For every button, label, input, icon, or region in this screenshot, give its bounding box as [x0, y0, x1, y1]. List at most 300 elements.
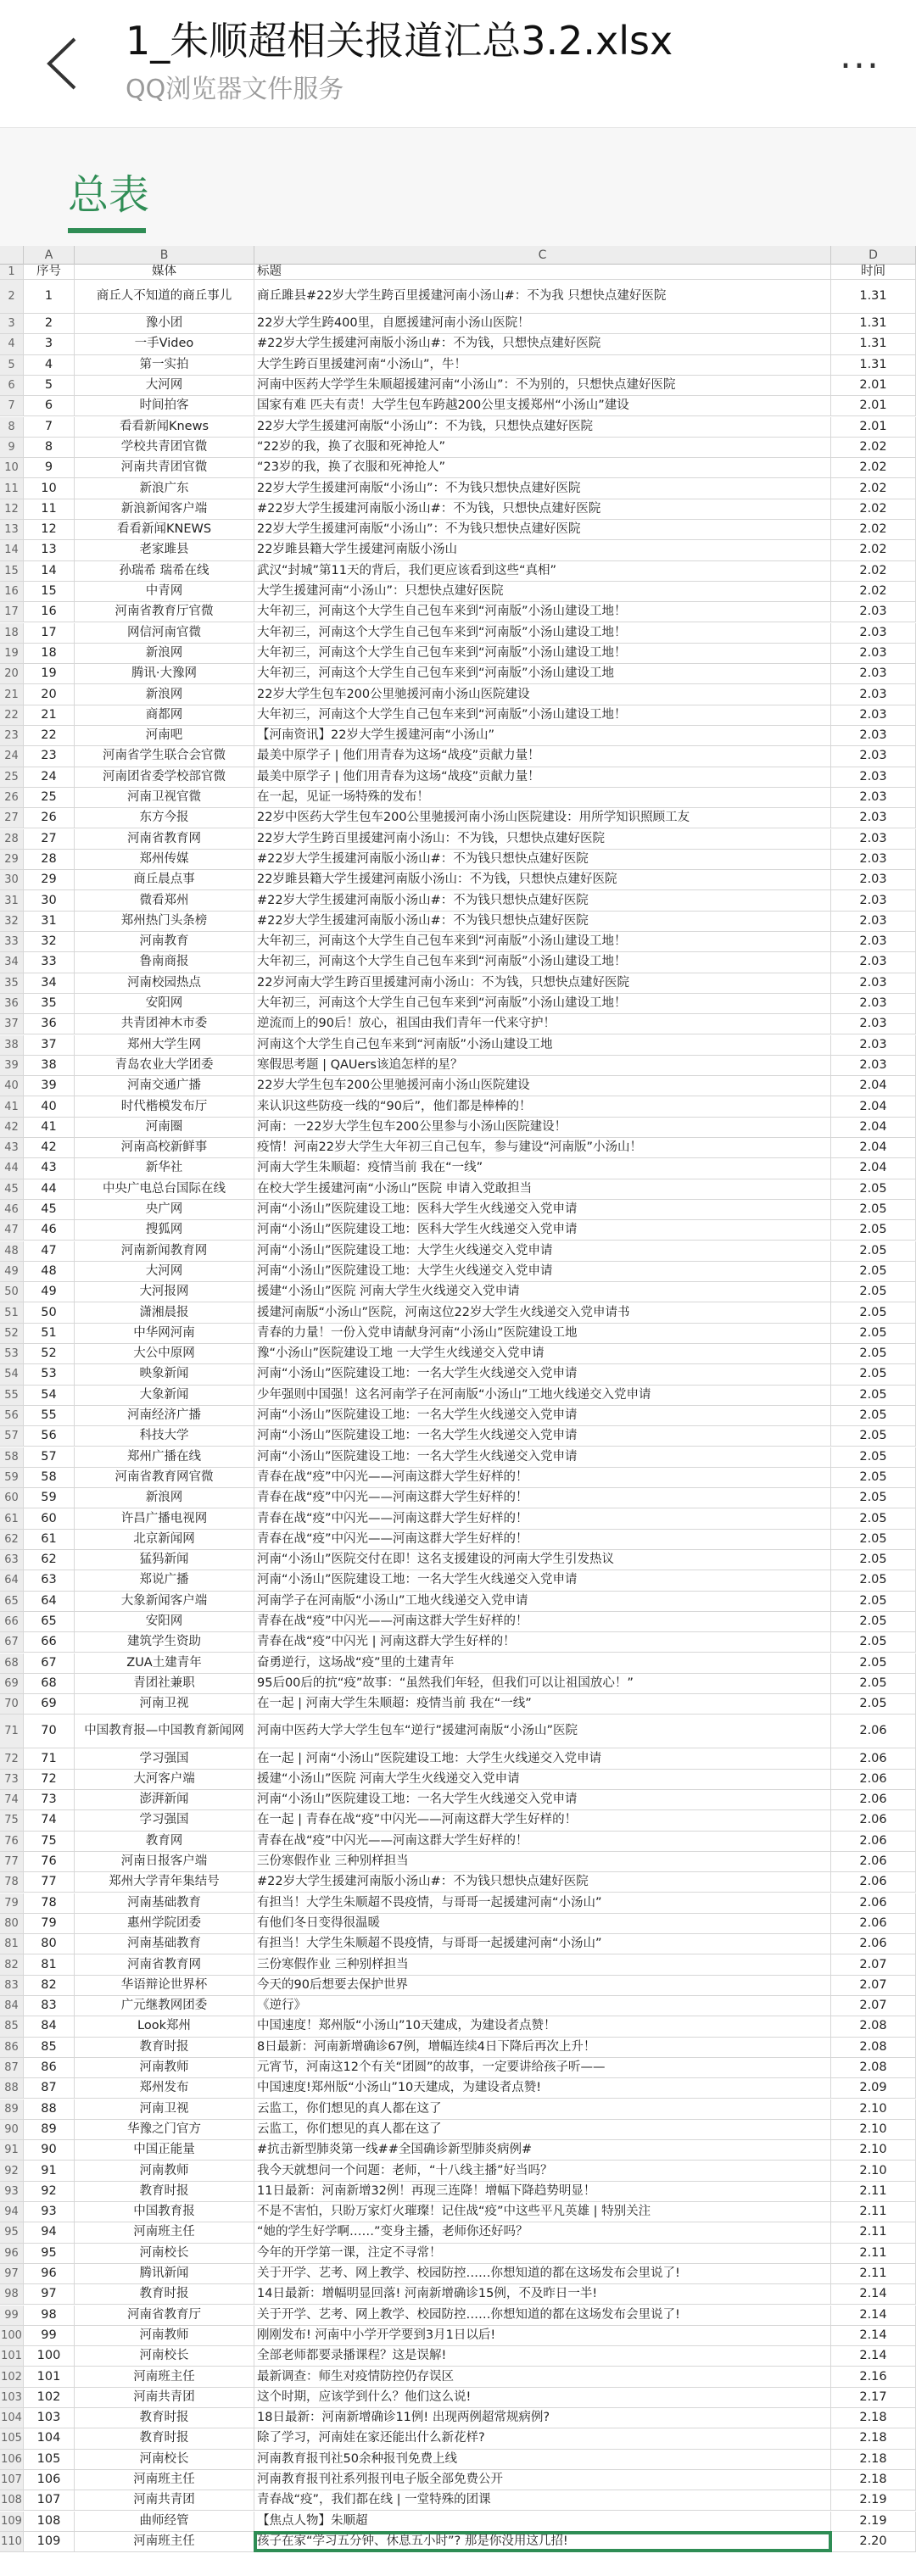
- cell-media[interactable]: 曲师经管: [75, 2512, 254, 2531]
- row-number[interactable]: 94: [0, 2202, 24, 2222]
- cell-time[interactable]: 2.05: [831, 1241, 916, 1261]
- cell-media[interactable]: 老家雎县: [75, 540, 254, 560]
- cell-time[interactable]: 2.11: [831, 2202, 916, 2222]
- row-number[interactable]: 56: [0, 1406, 24, 1425]
- cell-title[interactable]: 河南“小汤山”医院建设工地：一名大学生火线递交入党申请: [254, 1364, 831, 1384]
- cell-title[interactable]: 22岁雎县籍大学生援建河南版小汤山：不为钱，只想快点建好医院: [254, 870, 831, 889]
- cell-title[interactable]: 河南这个大学生自己包车来到“河南版”小汤山建设工地: [254, 1035, 831, 1055]
- cell-media[interactable]: 大河客户端: [75, 1770, 254, 1789]
- cell-num[interactable]: 91: [24, 2161, 75, 2180]
- row-number[interactable]: 20: [0, 664, 24, 683]
- cell-time[interactable]: 2.03: [831, 664, 916, 683]
- cell-time[interactable]: 2.03: [831, 952, 916, 972]
- cell-media[interactable]: 河南共青团: [75, 2388, 254, 2407]
- cell-title[interactable]: 青春在战“疫”中闪光——河南这群大学生好样的！: [254, 1832, 831, 1851]
- cell-time[interactable]: 2.03: [831, 726, 916, 745]
- cell-time[interactable]: 2.10: [831, 2120, 916, 2139]
- row-number[interactable]: 21: [0, 684, 24, 704]
- cell-media[interactable]: 看看新闻KNEWS: [75, 520, 254, 539]
- cell-media[interactable]: 中青网: [75, 582, 254, 601]
- row-number[interactable]: 31: [0, 890, 24, 910]
- row-number[interactable]: 41: [0, 1096, 24, 1116]
- cell-num[interactable]: 73: [24, 1790, 75, 1809]
- cell-media[interactable]: 华豫之门官方: [75, 2120, 254, 2139]
- cell-title[interactable]: 除了学习，河南娃在家还能出什么新花样?: [254, 2428, 831, 2448]
- cell-title[interactable]: 三份寒假作业 三种别样担当: [254, 1852, 831, 1871]
- cell-num[interactable]: 102: [24, 2388, 75, 2407]
- cell-time[interactable]: 2.05: [831, 1324, 916, 1343]
- cell-media[interactable]: 共青团神木市委: [75, 1014, 254, 1034]
- row-number[interactable]: 33: [0, 932, 24, 951]
- cell-title[interactable]: 刚刚发布! 河南中小学开学要到3月1日以后!: [254, 2326, 831, 2345]
- cell-num[interactable]: 69: [24, 1694, 75, 1714]
- cell-time[interactable]: 2.16: [831, 2367, 916, 2386]
- cell-title[interactable]: #22岁大学生援建河南版小汤山#：不为钱只想快点建好医院: [254, 850, 831, 869]
- row-number[interactable]: 43: [0, 1138, 24, 1157]
- cell-num[interactable]: 29: [24, 870, 75, 889]
- row-number[interactable]: 87: [0, 2058, 24, 2077]
- cell-time[interactable]: 2.11: [831, 2222, 916, 2242]
- cell-title[interactable]: 大年初三，河南这个大学生自己包车来到“河南版”小汤山建设工地！: [254, 705, 831, 725]
- cell-title[interactable]: 青春在战“疫”中闪光——河南这群大学生好样的！: [254, 1530, 831, 1549]
- cell-title[interactable]: #抗击新型肺炎第一线##全国确诊新型肺炎病例#: [254, 2140, 831, 2160]
- cell-media[interactable]: 河南班主任: [75, 2532, 254, 2551]
- row-number[interactable]: 35: [0, 973, 24, 993]
- cell-media[interactable]: 郑州广播在线: [75, 1447, 254, 1467]
- cell-num[interactable]: 12: [24, 520, 75, 539]
- cell-media[interactable]: 新浪新闻客户端: [75, 499, 254, 519]
- cell-media[interactable]: 腾讯新闻: [75, 2264, 254, 2283]
- cell-media[interactable]: 中国教育报: [75, 2202, 254, 2222]
- cell-media[interactable]: 北京新闻网: [75, 1530, 254, 1549]
- row-number[interactable]: 23: [0, 726, 24, 745]
- row-number[interactable]: 77: [0, 1852, 24, 1871]
- cell-media[interactable]: 搜狐网: [75, 1220, 254, 1240]
- cell-time[interactable]: 2.01: [831, 376, 916, 395]
- cell-title[interactable]: #22岁大学生援建河南版小汤山#：不为钱，只想快点建好医院: [254, 334, 831, 354]
- cell-title[interactable]: 不是不害怕，只盼万家灯火璀璨！记住战“疫”中这些平凡英雄 | 特别关注: [254, 2202, 831, 2222]
- cell-title[interactable]: 22岁雎县籍大学生援建河南版小汤山: [254, 540, 831, 560]
- cell-media[interactable]: 映象新闻: [75, 1364, 254, 1384]
- row-number[interactable]: 76: [0, 1832, 24, 1851]
- cell-num[interactable]: 60: [24, 1508, 75, 1528]
- cell-media[interactable]: 河南团省委学校部官微: [75, 767, 254, 787]
- cell-num[interactable]: 78: [24, 1893, 75, 1913]
- row-number[interactable]: 83: [0, 1976, 24, 1995]
- cell-title[interactable]: 11日最新：河南新增32例！再现三连降！增幅下降趋势明显！: [254, 2182, 831, 2201]
- cell-time[interactable]: 2.02: [831, 499, 916, 519]
- cell-media[interactable]: [75, 280, 254, 313]
- row-number[interactable]: 11: [0, 478, 24, 498]
- cell-media[interactable]: 时间拍客: [75, 396, 254, 415]
- cell-title[interactable]: 青春在战“疫”中闪光 | 河南这群大学生好样的！: [254, 1632, 831, 1652]
- cell-media[interactable]: 河南教师: [75, 2058, 254, 2077]
- cell-time[interactable]: 2.05: [831, 1674, 916, 1693]
- row-number[interactable]: 4: [0, 334, 24, 354]
- cell-num[interactable]: 33: [24, 952, 75, 972]
- row-number[interactable]: 73: [0, 1770, 24, 1789]
- row-number[interactable]: 9: [0, 438, 24, 457]
- cell-title[interactable]: 这个时期，应该学到什么？他们这么说!: [254, 2388, 831, 2407]
- cell-media[interactable]: 河南共青团: [75, 2490, 254, 2510]
- cell-media[interactable]: 河南校园热点: [75, 973, 254, 993]
- row-number[interactable]: 64: [0, 1570, 24, 1590]
- cell-media[interactable]: 大河报网: [75, 1282, 254, 1302]
- row-number[interactable]: 27: [0, 808, 24, 828]
- back-button[interactable]: [41, 34, 83, 93]
- row-number[interactable]: 75: [0, 1810, 24, 1830]
- cell-media[interactable]: 新浪网: [75, 644, 254, 663]
- cell-title[interactable]: 14日最新：增幅明显回落! 河南新增确诊15例，不及昨日一半!: [254, 2284, 831, 2304]
- row-number[interactable]: 105: [0, 2428, 24, 2448]
- cell-title[interactable]: 22岁大学生包车200公里驰援河南小汤山医院建设: [254, 684, 831, 704]
- cell-time[interactable]: 2.19: [831, 2512, 916, 2531]
- cell-num[interactable]: 22: [24, 726, 75, 745]
- cell-time[interactable]: 2.06: [831, 1770, 916, 1789]
- cell-time[interactable]: 2.05: [831, 1632, 916, 1652]
- cell-media[interactable]: 微看郑州: [75, 890, 254, 910]
- row-number[interactable]: 40: [0, 1076, 24, 1096]
- row-number[interactable]: 38: [0, 1035, 24, 1055]
- cell-num[interactable]: 94: [24, 2222, 75, 2242]
- cell-time[interactable]: 2.03: [831, 850, 916, 869]
- row-number[interactable]: 61: [0, 1508, 24, 1528]
- cell-time[interactable]: 2.05: [831, 1386, 916, 1405]
- row-number[interactable]: 102: [0, 2367, 24, 2386]
- cell-num[interactable]: 103: [24, 2408, 75, 2428]
- cell-title[interactable]: 云监工，你们想见的真人都在这了: [254, 2099, 831, 2119]
- cell-num[interactable]: 58: [24, 1468, 75, 1487]
- row-number[interactable]: 24: [0, 746, 24, 766]
- cell-num[interactable]: 26: [24, 808, 75, 828]
- cell-num[interactable]: 85: [24, 2038, 75, 2057]
- cell-title[interactable]: 青春在战“疫”中闪光——河南这群大学生好样的！: [254, 1508, 831, 1528]
- cell-time[interactable]: 2.05: [831, 1406, 916, 1425]
- cell-time[interactable]: 2.06: [831, 1810, 916, 1830]
- row-number[interactable]: 78: [0, 1872, 24, 1892]
- row-number[interactable]: 15: [0, 561, 24, 581]
- cell-media[interactable]: 郑州传媒: [75, 850, 254, 869]
- cell-num[interactable]: 109: [24, 2532, 75, 2551]
- cell-num[interactable]: 3: [24, 334, 75, 354]
- cell-title[interactable]: 【河南资讯】22岁大学生援建河南“小汤山”: [254, 726, 831, 745]
- row-number[interactable]: 36: [0, 994, 24, 1013]
- cell-title[interactable]: 援建“小汤山”医院 河南大学生火线递交入党申请: [254, 1770, 831, 1789]
- cell-time[interactable]: 2.17: [831, 2388, 916, 2407]
- cell-title[interactable]: 河南“小汤山”医院建设工地：大学生火线递交入党申请: [254, 1241, 831, 1261]
- cell-time[interactable]: 2.10: [831, 2099, 916, 2119]
- cell-title[interactable]: “她的学生好学啊……”变身主播，老师你还好吗？: [254, 2222, 831, 2242]
- cell-time[interactable]: 2.03: [831, 705, 916, 725]
- cell-title[interactable]: 在一起，见证一场特殊的发布！: [254, 788, 831, 807]
- cell-time[interactable]: 2.05: [831, 1262, 916, 1281]
- cell-num[interactable]: 108: [24, 2512, 75, 2531]
- cell-media[interactable]: 豫小团: [75, 314, 254, 333]
- cell-media[interactable]: 河南圈: [75, 1118, 254, 1137]
- cell-time[interactable]: 2.03: [831, 623, 916, 643]
- row-number[interactable]: 81: [0, 1934, 24, 1954]
- cell-title[interactable]: 大年初三，河南这个大学生自己包车来到“河南版”小汤山建设工地: [254, 664, 831, 683]
- row-number[interactable]: 96: [0, 2244, 24, 2263]
- cell-title[interactable]: 大年初三，河南这个大学生自己包车来到“河南版”小汤山建设工地！: [254, 602, 831, 622]
- cell-title[interactable]: 在校大学生援建河南“小汤山”医院 申请入党敢担当: [254, 1179, 831, 1199]
- row-number[interactable]: 106: [0, 2450, 24, 2469]
- cell-time[interactable]: 2.03: [831, 973, 916, 993]
- cell-media[interactable]: 潇湘晨报: [75, 1302, 254, 1322]
- cell-media[interactable]: 河南共青团官微: [75, 458, 254, 477]
- cell-title[interactable]: 青春在战“疫”中闪光——河南这群大学生好样的！: [254, 1468, 831, 1487]
- corner-cell[interactable]: [0, 246, 24, 265]
- cell-time[interactable]: 2.06: [831, 1852, 916, 1871]
- cell-num[interactable]: 24: [24, 767, 75, 787]
- cell-title[interactable]: 河南“小汤山”医院交付在即！这名支援建设的河南大学生引发热议: [254, 1550, 831, 1570]
- cell-num[interactable]: 80: [24, 1934, 75, 1954]
- cell-time[interactable]: 2.05: [831, 1488, 916, 1508]
- cell-title[interactable]: 来认识这些防疫一线的“90后”，他们都是棒棒的！: [254, 1096, 831, 1116]
- cell-title[interactable]: 全部老师都要录播课程？这是误解!: [254, 2346, 831, 2366]
- cell-num[interactable]: 38: [24, 1056, 75, 1075]
- cell-time[interactable]: 2.03: [831, 746, 916, 766]
- cell-title[interactable]: 在一起 | 河南大学生朱顺超：疫情当前 我在“一线”: [254, 1694, 831, 1714]
- cell-num[interactable]: 5: [24, 376, 75, 395]
- row-number[interactable]: 74: [0, 1790, 24, 1809]
- cell-time[interactable]: 2.06: [831, 1832, 916, 1851]
- cell-num[interactable]: 81: [24, 1954, 75, 1974]
- cell-time[interactable]: 2.01: [831, 417, 916, 437]
- cell-title[interactable]: #22岁大学生援建河南版小汤山#：不为钱只想快点建好医院: [254, 912, 831, 931]
- row-number[interactable]: 42: [0, 1118, 24, 1137]
- column-header-c[interactable]: C: [254, 246, 831, 265]
- cell-title[interactable]: 有他们冬日变得很温暖: [254, 1914, 831, 1933]
- cell-time[interactable]: 2.04: [831, 1138, 916, 1157]
- cell-title[interactable]: 青春的力量！一份入党申请献身河南“小汤山”医院建设工地: [254, 1324, 831, 1343]
- cell-time[interactable]: 2.02: [831, 582, 916, 601]
- cell-num[interactable]: 20: [24, 684, 75, 704]
- row-number[interactable]: 14: [0, 540, 24, 560]
- cell-num[interactable]: 83: [24, 1996, 75, 2016]
- cell-title[interactable]: 大年初三，河南这个大学生自己包车来到“河南版”小汤山建设工地！: [254, 623, 831, 643]
- cell-title[interactable]: 河南“小汤山”医院建设工地：一名大学生火线递交入党申请: [254, 1790, 831, 1809]
- cell-title[interactable]: 援建“小汤山”医院 河南大学生火线递交入党申请: [254, 1282, 831, 1302]
- cell-num[interactable]: 86: [24, 2058, 75, 2077]
- cell-media[interactable]: 猛犸新闻: [75, 1550, 254, 1570]
- row-number[interactable]: 46: [0, 1200, 24, 1219]
- cell-title[interactable]: 少年强则中国强！这名河南学子在河南版“小汤山”工地火线递交入党申请: [254, 1386, 831, 1405]
- cell-num[interactable]: 52: [24, 1344, 75, 1363]
- cell-time[interactable]: 2.11: [831, 2264, 916, 2283]
- cell-num[interactable]: 6: [24, 396, 75, 415]
- row-number[interactable]: 70: [0, 1694, 24, 1714]
- cell-num[interactable]: 31: [24, 912, 75, 931]
- cell-media[interactable]: 河南基础教育: [75, 1934, 254, 1954]
- cell-title[interactable]: #22岁大学生援建河南版小汤山#：不为钱只想快点建好医院: [254, 1872, 831, 1892]
- cell-media[interactable]: 河南新闻教育网: [75, 1241, 254, 1261]
- cell-num[interactable]: 99: [24, 2326, 75, 2345]
- more-options-button[interactable]: ...: [840, 34, 880, 77]
- cell-media[interactable]: 学校共青团官微: [75, 438, 254, 457]
- cell-num[interactable]: 4: [24, 355, 75, 375]
- cell-time[interactable]: 2.03: [831, 767, 916, 787]
- cell-media[interactable]: 教育时报: [75, 2038, 254, 2057]
- cell-media[interactable]: 河南教师: [75, 2326, 254, 2345]
- row-number[interactable]: 34: [0, 952, 24, 972]
- cell-media[interactable]: 鲁南商报: [75, 952, 254, 972]
- cell-num[interactable]: 98: [24, 2306, 75, 2325]
- row-number[interactable]: 52: [0, 1324, 24, 1343]
- cell-media[interactable]: 澎湃新闻: [75, 1790, 254, 1809]
- row-number[interactable]: 89: [0, 2099, 24, 2119]
- row-number[interactable]: 101: [0, 2346, 24, 2366]
- cell-num[interactable]: 82: [24, 1976, 75, 1995]
- cell-title[interactable]: 最美中原学子 | 他们用青春为这场“战疫”贡献力量！: [254, 767, 831, 787]
- cell-num[interactable]: 47: [24, 1241, 75, 1261]
- row-number[interactable]: 5: [0, 355, 24, 375]
- cell-title[interactable]: 河南教育报刊社50余种报刊免费上线: [254, 2450, 831, 2469]
- cell-title[interactable]: 95后00后的抗“疫”故事：“虽然我们年轻，但我们可以让祖国放心！”: [254, 1674, 831, 1693]
- sheet-tab-summary[interactable]: 总表: [68, 171, 150, 219]
- cell-time[interactable]: 2.06: [831, 1914, 916, 1933]
- cell-media[interactable]: Look郑州: [75, 2016, 254, 2036]
- cell-title[interactable]: 河南教育报刊社系列报刊电子版全部免费公开: [254, 2470, 831, 2490]
- cell-time[interactable]: 2.03: [831, 644, 916, 663]
- cell-title[interactable]: “22岁的我，换了衣服和死神抢人”: [254, 438, 831, 457]
- cell-num[interactable]: 40: [24, 1096, 75, 1116]
- row-number[interactable]: 97: [0, 2264, 24, 2283]
- row-number[interactable]: 28: [0, 829, 24, 849]
- cell-num[interactable]: 92: [24, 2182, 75, 2201]
- cell-title[interactable]: 有担当！大学生朱顺超不畏疫情，与哥哥一起援建河南“小汤山”: [254, 1893, 831, 1913]
- cell-time[interactable]: 2.07: [831, 1954, 916, 1974]
- cell-num[interactable]: 104: [24, 2428, 75, 2448]
- row-number[interactable]: 37: [0, 1014, 24, 1034]
- cell-media[interactable]: 河南省教育厅: [75, 2306, 254, 2325]
- cell-time[interactable]: 2.10: [831, 2140, 916, 2160]
- cell-title[interactable]: 关于开学、艺考、网上教学、校园防控……你想知道的都在这场发布会里说了!: [254, 2306, 831, 2325]
- cell-media[interactable]: 郑州热门头条榜: [75, 912, 254, 931]
- cell-num[interactable]: 54: [24, 1386, 75, 1405]
- cell-title[interactable]: 河南学子在河南版“小汤山”工地火线递交入党申请: [254, 1592, 831, 1611]
- row-number[interactable]: 82: [0, 1954, 24, 1974]
- row-number[interactable]: 54: [0, 1364, 24, 1384]
- cell-media[interactable]: 中央广电总台国际在线: [75, 1179, 254, 1199]
- cell-title[interactable]: 河南“小汤山”医院建设工地：一名大学生火线递交入党申请: [254, 1447, 831, 1467]
- cell-num[interactable]: 64: [24, 1592, 75, 1611]
- cell-num[interactable]: 107: [24, 2490, 75, 2510]
- cell-time[interactable]: 2.07: [831, 1976, 916, 1995]
- cell-media[interactable]: 科技大学: [75, 1426, 254, 1446]
- cell-num[interactable]: 67: [24, 1653, 75, 1673]
- cell-media[interactable]: 惠州学院团委: [75, 1914, 254, 1933]
- cell-media[interactable]: 安阳网: [75, 1612, 254, 1631]
- cell-title[interactable]: 8日最新：河南新增确诊67例，增幅连续4日下降后再次上升！: [254, 2038, 831, 2057]
- cell-time[interactable]: 2.03: [831, 890, 916, 910]
- cell-media[interactable]: 河南班主任: [75, 2222, 254, 2242]
- cell-num[interactable]: 16: [24, 602, 75, 622]
- row-number[interactable]: 57: [0, 1426, 24, 1446]
- cell-num[interactable]: 49: [24, 1282, 75, 1302]
- cell-time[interactable]: 2.05: [831, 1508, 916, 1528]
- cell-media[interactable]: 新浪广东: [75, 478, 254, 498]
- cell-num[interactable]: 106: [24, 2470, 75, 2490]
- cell-media[interactable]: 大河网: [75, 376, 254, 395]
- cell-time[interactable]: 2.05: [831, 1364, 916, 1384]
- cell-time[interactable]: 2.08: [831, 2038, 916, 2057]
- row-number[interactable]: 10: [0, 458, 24, 477]
- cell-media[interactable]: 广元继教网团委: [75, 1996, 254, 2016]
- cell-num[interactable]: 56: [24, 1426, 75, 1446]
- cell-title[interactable]: #22岁大学生援建河南版小汤山#：不为钱只想快点建好医院: [254, 890, 831, 910]
- cell-title[interactable]: “23岁的我，换了衣服和死神抢人”: [254, 458, 831, 477]
- cell-num[interactable]: 46: [24, 1220, 75, 1240]
- cell-title[interactable]: 最新调查：师生对疫情防控仍存误区: [254, 2367, 831, 2386]
- row-number[interactable]: 62: [0, 1530, 24, 1549]
- row-number[interactable]: 71: [0, 1715, 24, 1748]
- cell-media[interactable]: 许昌广播电视网: [75, 1508, 254, 1528]
- cell-media[interactable]: 郑说广播: [75, 1570, 254, 1590]
- cell-media[interactable]: 河南教育: [75, 932, 254, 951]
- cell-num[interactable]: 23: [24, 746, 75, 766]
- cell-num[interactable]: 2: [24, 314, 75, 333]
- cell-num[interactable]: 42: [24, 1138, 75, 1157]
- cell-time[interactable]: 2.03: [831, 994, 916, 1013]
- cell-num[interactable]: 90: [24, 2140, 75, 2160]
- cell-title[interactable]: 22岁大学生援建河南版“小汤山”：不为钱，只想快点建好医院: [254, 417, 831, 437]
- cell-time[interactable]: 2.05: [831, 1570, 916, 1590]
- cell-time[interactable]: 2.02: [831, 540, 916, 560]
- cell-title[interactable]: 22岁河南大学生跨百里援建河南小汤山：不为钱，只想快点建好医院: [254, 973, 831, 993]
- cell-num[interactable]: 27: [24, 829, 75, 849]
- row-number[interactable]: 39: [0, 1056, 24, 1075]
- cell-time[interactable]: 2.03: [831, 912, 916, 931]
- header-cell-time[interactable]: 时间: [831, 265, 916, 279]
- cell-media[interactable]: 河南省教育网: [75, 1954, 254, 1974]
- row-number[interactable]: 67: [0, 1632, 24, 1652]
- cell-media[interactable]: 河南交通广播: [75, 1076, 254, 1096]
- cell-title[interactable]: 大年初三，河南这个大学生自己包车来到“河南版”小汤山建设工地！: [254, 932, 831, 951]
- cell-time[interactable]: 2.05: [831, 1447, 916, 1467]
- cell-title[interactable]: 奋勇逆行，这场战“疫”里的土建青年: [254, 1653, 831, 1673]
- cell-time[interactable]: 1.31: [831, 314, 916, 333]
- cell-media[interactable]: 一手Video: [75, 334, 254, 354]
- cell-title[interactable]: 疫情！河南22岁大学生大年初三自己包车，参与建设“河南版”小汤山！: [254, 1138, 831, 1157]
- cell-title[interactable]: 22岁大学生跨百里援建河南小汤山：不为钱，只想快点建好医院: [254, 829, 831, 849]
- cell-media[interactable]: 河南卫视: [75, 2099, 254, 2119]
- cell-media[interactable]: 河南班主任: [75, 2470, 254, 2490]
- cell-time[interactable]: 2.09: [831, 2078, 916, 2098]
- cell-time[interactable]: 2.05: [831, 1302, 916, 1322]
- header-cell-title[interactable]: 标题: [254, 265, 831, 279]
- cell-title[interactable]: 关于开学、艺考、网上教学、校园防控……你想知道的都在这场发布会里说了!: [254, 2264, 831, 2283]
- cell-media[interactable]: 郑州大学生网: [75, 1035, 254, 1055]
- cell-media[interactable]: 教育网: [75, 1832, 254, 1851]
- cell-media[interactable]: 河南经济广播: [75, 1406, 254, 1425]
- cell-num[interactable]: 35: [24, 994, 75, 1013]
- cell-num[interactable]: 105: [24, 2450, 75, 2469]
- cell-num[interactable]: 87: [24, 2078, 75, 2098]
- row-number[interactable]: 44: [0, 1158, 24, 1178]
- row-number[interactable]: 2: [0, 280, 24, 313]
- cell-num[interactable]: 95: [24, 2244, 75, 2263]
- cell-media[interactable]: 大象新闻客户端: [75, 1592, 254, 1611]
- cell-num[interactable]: 14: [24, 561, 75, 581]
- cell-title[interactable]: 在一起 | 青春在战“疫”中闪光——河南这群大学生好样的！: [254, 1810, 831, 1830]
- cell-media[interactable]: 大象新闻: [75, 1386, 254, 1405]
- row-number[interactable]: 47: [0, 1220, 24, 1240]
- cell-media[interactable]: 时代楷模发布厅: [75, 1096, 254, 1116]
- cell-time[interactable]: 1.31: [831, 355, 916, 375]
- cell-title[interactable]: 22岁中医药大学生包车200公里驰援河南小汤山医院建设：用所学知识照顾工友: [254, 808, 831, 828]
- row-number[interactable]: 107: [0, 2470, 24, 2490]
